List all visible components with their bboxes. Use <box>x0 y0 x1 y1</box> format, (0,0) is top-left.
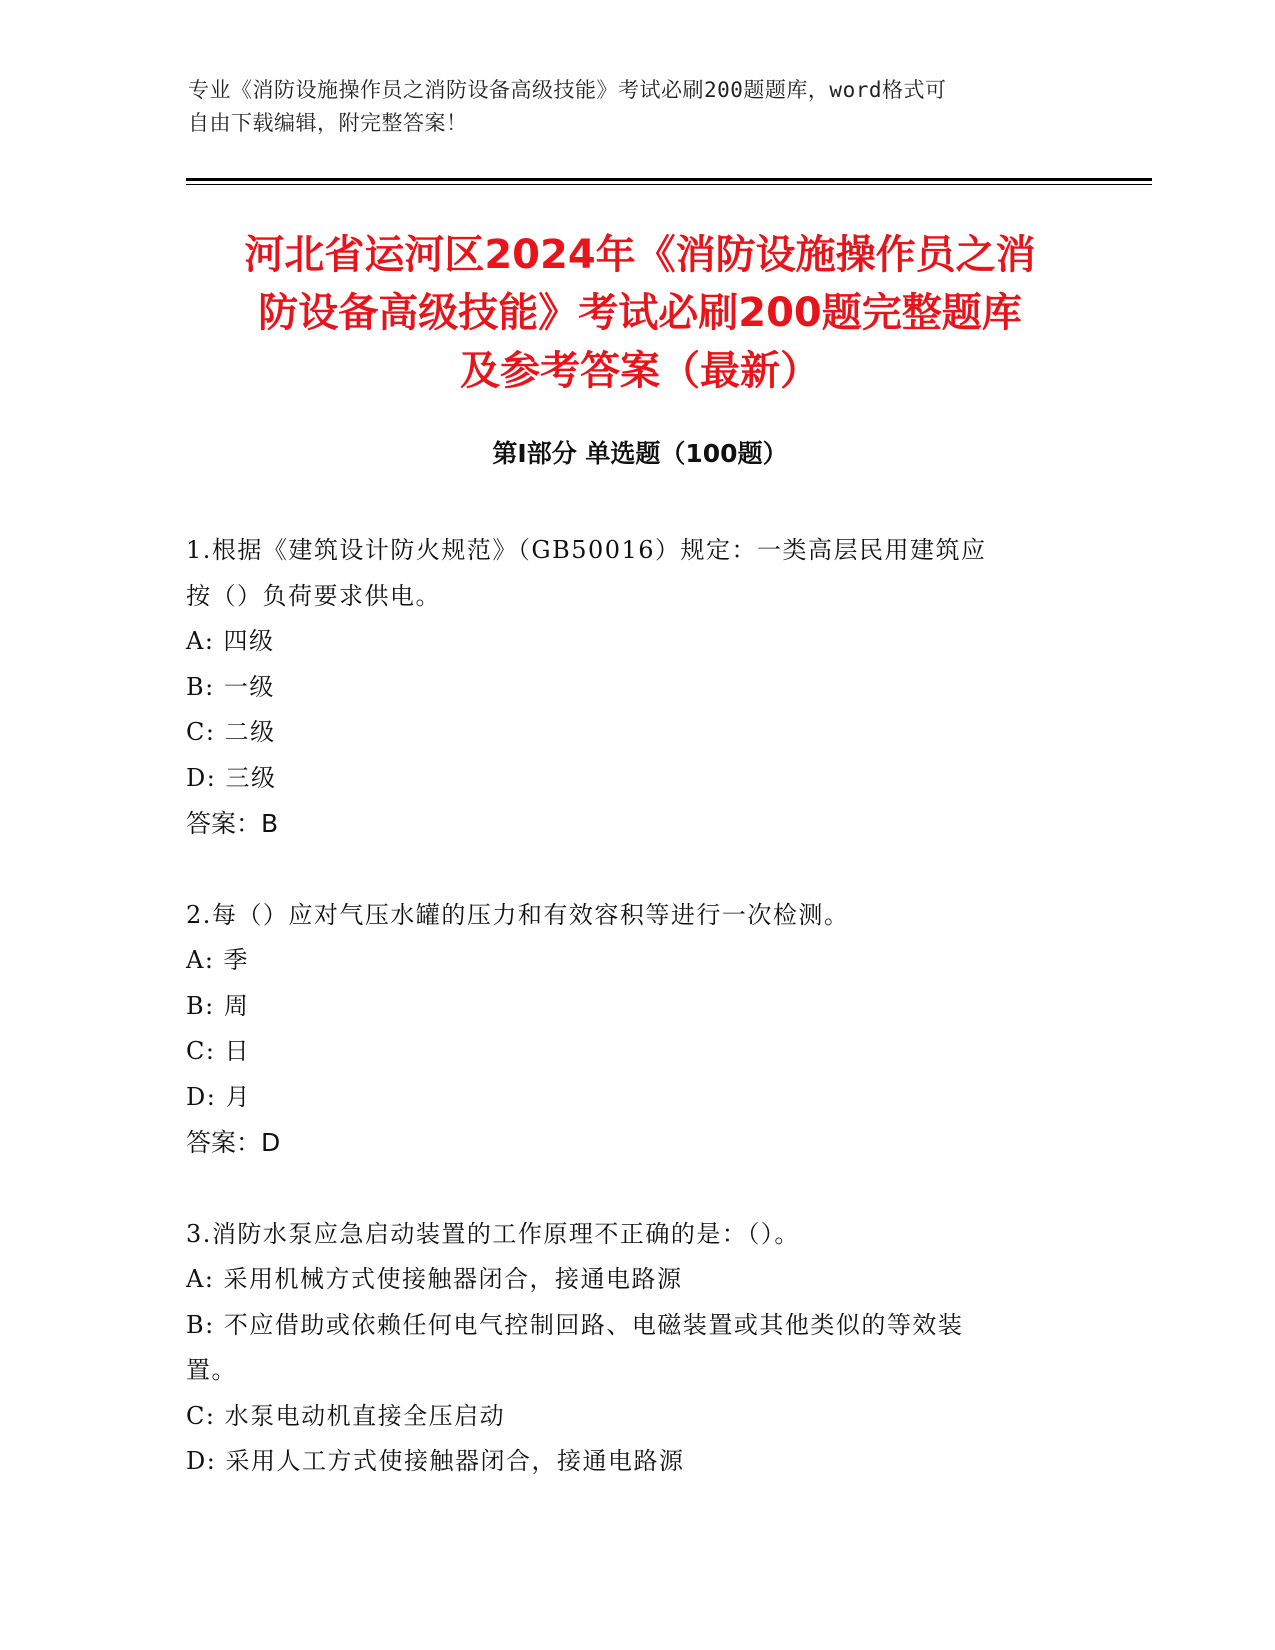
question-3-option-b-continued: 置。 <box>186 1356 237 1384</box>
document-title-line-3: 及参考答案（最新） <box>460 348 820 394</box>
question-gap <box>186 1166 1076 1212</box>
question-1-stem-line-2: 按（）负荷要求供电。 <box>186 581 441 610</box>
section-title: 第Ⅰ部分 单选题（100题） <box>492 439 788 468</box>
header-rule-thin <box>186 184 1152 185</box>
question-3-option-a: A: 采用机械方式使接触器闭合，接通电路源 <box>186 1265 683 1293</box>
question-2-stem-line-1: 2.每（）应对气压水罐的压力和有效容积等进行一次检测。 <box>186 900 850 929</box>
question-2-option-b: B: 周 <box>186 991 250 1020</box>
question-1-option-c: C: 二级 <box>186 718 276 746</box>
question-gap <box>186 847 1076 893</box>
question-1-option-d: D: 三级 <box>186 763 277 792</box>
question-1-option-b: B: 一级 <box>186 672 275 701</box>
document-title-line-2: 防设备高级技能》考试必刷200题完整题库 <box>258 290 1022 336</box>
question-1-stem-line-1: 1.根据《建筑设计防火规范》（GB50016）规定：一类高层民用建筑应 <box>186 536 987 564</box>
question-3-option-c: C: 水泵电动机直接全压启动 <box>186 1401 506 1430</box>
header-note-line-2: 自由下载编辑，附完整答案！ <box>188 111 468 135</box>
question-2 <box>186 893 1076 1166</box>
header-rule-thick <box>186 178 1152 181</box>
header-note <box>188 74 1068 140</box>
question-3 <box>186 1212 1076 1485</box>
question-2-option-a: A: 季 <box>186 946 250 974</box>
question-2-option-c: C: 日 <box>186 1037 251 1065</box>
question-list <box>186 528 1076 1485</box>
question-2-answer: 答案：D <box>186 1128 281 1157</box>
document-title <box>160 226 1120 400</box>
question-3-stem-line-1: 3.消防水泵应急启动装置的工作原理不正确的是：（）。 <box>186 1219 800 1248</box>
question-1 <box>186 528 1076 847</box>
question-1-answer: 答案：B <box>186 809 279 838</box>
question-3-option-b: B: 不应借助或依赖任何电气控制回路、电磁装置或其他类似的等效装 <box>186 1310 964 1339</box>
question-1-option-a: A: 四级 <box>186 627 275 655</box>
document-title-line-1: 河北省运河区2024年《消防设施操作员之消 <box>244 232 1036 278</box>
header-note-line-1: 专业《消防设施操作员之消防设备高级技能》考试必刷200题题库，word格式可 <box>188 78 947 102</box>
question-2-option-d: D: 月 <box>186 1082 251 1111</box>
question-3-option-d: D: 采用人工方式使接触器闭合，接通电路源 <box>186 1447 685 1475</box>
